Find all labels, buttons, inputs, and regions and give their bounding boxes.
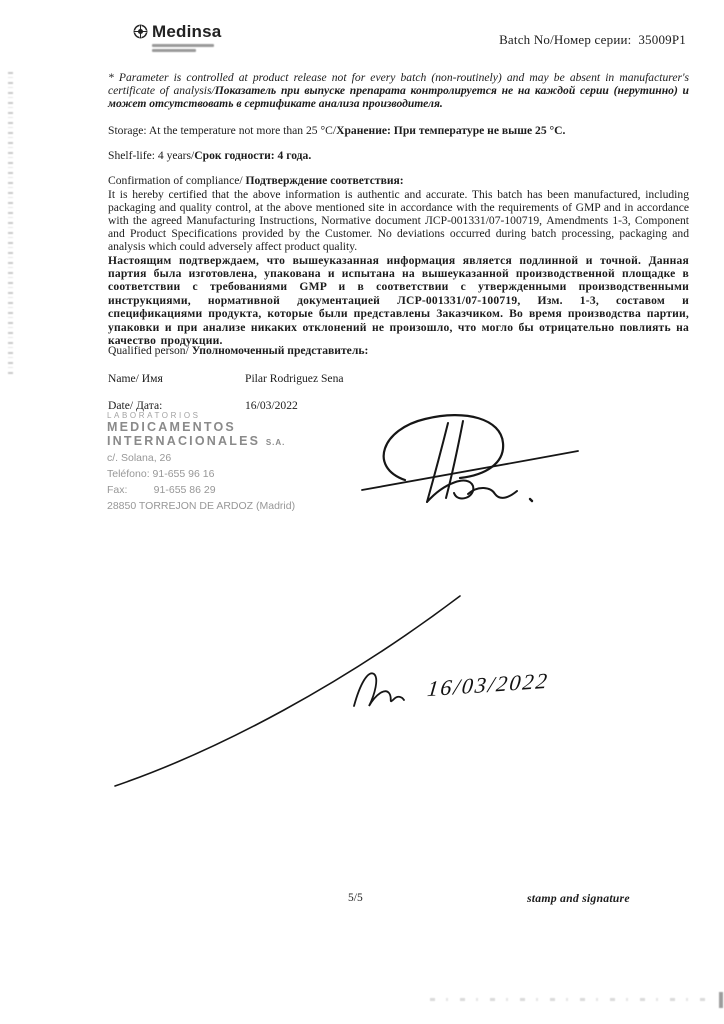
compliance-heading-ru: Подтверждение соответствия: — [245, 173, 404, 187]
signature-qualified-person — [350, 405, 585, 517]
stamp-line-laboratorios: LABORATORIOS — [107, 411, 201, 420]
page-number: 5/5 — [348, 892, 363, 904]
note-en: * Parameter is controlled at product release not for every batch (non-routinely) and may be absent in manufacturer's certificate of analysis/ — [108, 70, 689, 97]
note-ru: Показатель при выпуске препарата контролируется не на каждой серии (нерутинно) и может отсутствовать в сертификате анализа производителя. — [108, 84, 689, 111]
shelf-life-ru: Срок годности: 4 года. — [194, 148, 312, 162]
storage-en: Storage: At the temperature not more than 25 °C/ — [108, 123, 337, 137]
scan-artifact-left-edge — [8, 72, 13, 374]
compliance-heading-en: Confirmation of compliance/ — [108, 173, 243, 187]
scan-artifact-bottom — [430, 998, 715, 1001]
qualified-person-ru: Уполномоченный представитель: — [191, 343, 369, 357]
name-value: Pilar Rodriguez Sena — [245, 371, 344, 385]
stamp-line-internacionales: INTERNACIONALES S.A. — [107, 433, 286, 448]
handwritten-date: 16/03/2022 — [426, 667, 551, 702]
date-value: 16/03/2022 — [245, 398, 298, 412]
parameter-note — [108, 71, 689, 111]
date-label: Date/ Дата: — [108, 398, 163, 412]
scan-artifact-corner — [719, 992, 723, 1008]
stamp-line-medicamentos: MEDICAMENTOS — [107, 420, 236, 434]
storage-ru: Хранение: При температуре не выше 25 °C. — [336, 123, 566, 137]
logo-wordmark: Medinsa — [152, 22, 222, 41]
qualified-person-line — [108, 344, 689, 357]
handwritten-initials — [350, 666, 410, 712]
stamp-line-fax: Fax: 91-655 86 29 — [107, 484, 216, 496]
batch-label: Batch No/Номер серии: — [499, 32, 632, 47]
stamp-and-signature-caption: stamp and signature — [527, 891, 630, 905]
compliance-body-ru: Настоящим подтверждаем, что вышеуказанная информация является подлинной и точной. Данная партия была изготовлена, упакована и испытана на вышеуказанной производственной площадке в соответствии с требованиями GMP и в соответствии с утвержденными производственными инструкциями, нормативной документацией ЛСР-001331/07-100719, Изм. 1-3, составом и спецификациями продукта, которые были представлены Заказчиком. Во время производства партии, упаковки и при анализе никаких отклонений не произошло, что могло бы отрицательно повлиять на качество продукции. — [108, 253, 689, 348]
stamp-line-address: c/. Solana, 26 — [107, 452, 172, 464]
storage-line — [108, 124, 689, 137]
stamp-line-city: 28850 TORREJON DE ARDOZ (Madrid) — [107, 500, 296, 512]
name-label: Name/ Имя — [108, 371, 163, 385]
name-row — [108, 372, 344, 385]
date-row — [108, 399, 298, 412]
compliance-heading — [108, 174, 689, 187]
medinsa-globe-icon — [133, 24, 148, 39]
compliance-body-en: It is hereby certified that the above information is authentic and accurate. This batch has been manufactured, including packaging and quality control, at the above mentioned site in accordance with the requirements of GMP and in accordance with the agreed Manufacturing Instructions, Normative document ЛСР-001331/07-100719, Amendments 1-3, Component and Product Specifications provided by the Customer. No deviations occurred during batch processing, packaging and analysis which could adversely affect product quality. — [108, 187, 689, 253]
batch-value: 35009P1 — [638, 32, 686, 47]
qualified-person-en: Qualified person/ — [108, 343, 189, 357]
shelf-life-line — [108, 149, 689, 162]
medinsa-logo — [133, 22, 221, 52]
batch-number-line — [499, 32, 686, 48]
stamp-line-phone: Teléfono: 91-655 96 16 — [107, 468, 215, 480]
shelf-life-en: Shelf-life: 4 years/ — [108, 148, 195, 162]
logo-subtext — [152, 44, 221, 52]
company-stamp — [107, 411, 295, 513]
